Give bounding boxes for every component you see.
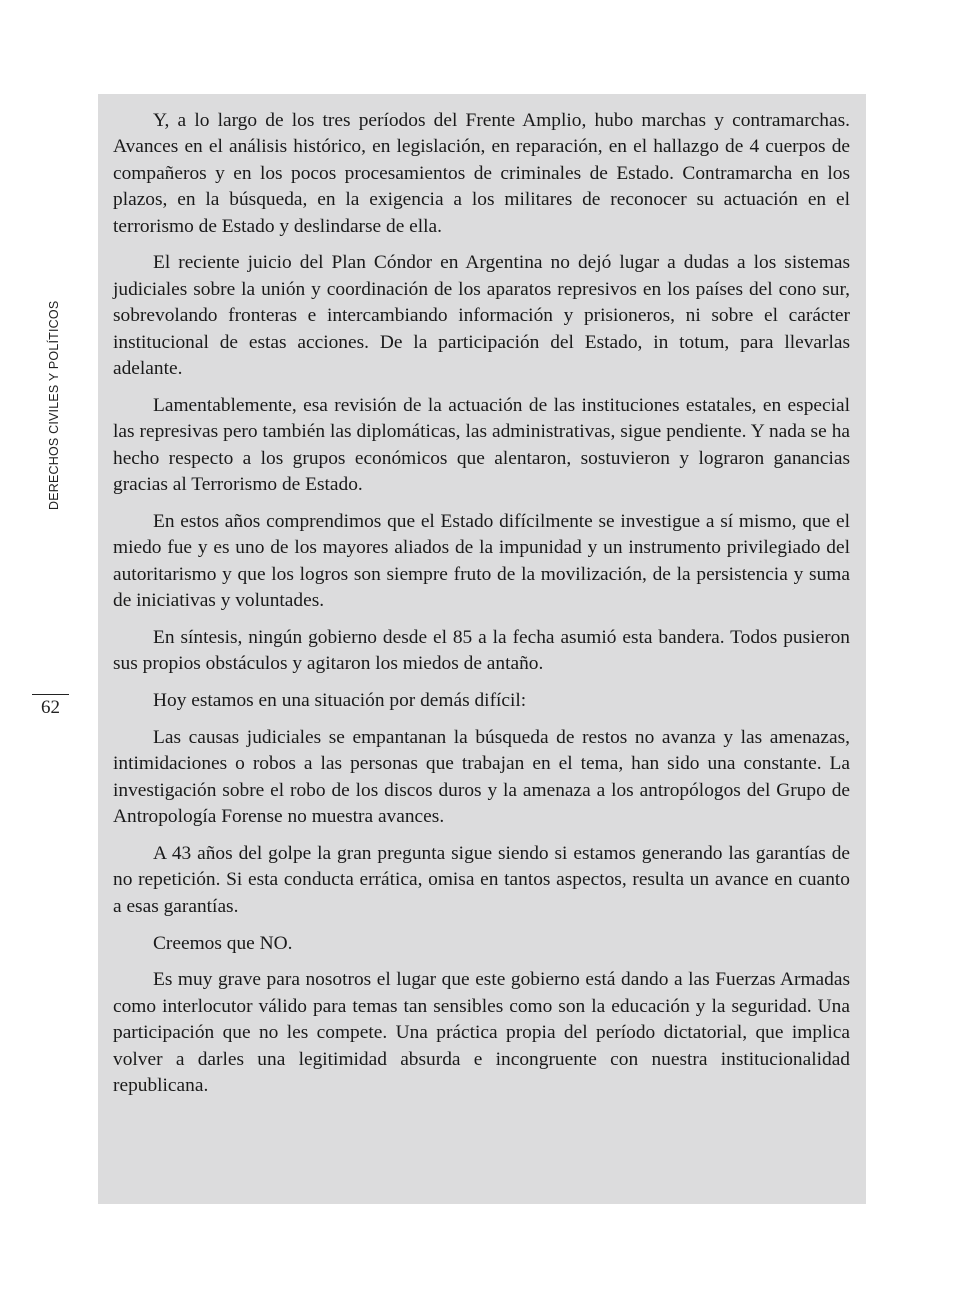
running-section-title: DERECHOS CIVILES Y POLÍTICOS	[47, 300, 61, 510]
page-number: 62	[41, 697, 60, 718]
paragraph: El reciente juicio del Plan Cóndor en Argentina no dejó lugar a dudas a los sistemas judiciales sobre la unión y coordinación de los aparatos represivos en los países del cono sur, sobrevolando fronteras e intercambiando información y prisioneros, ni sobre el carácter institucional de estas acciones. De la participación del Estado, in totum, para llevarlas adelante.	[113, 252, 850, 380]
paragraph: Es muy grave para nosotros el lugar que este gobierno está dando a las Fuerzas Armadas como interlocutor válido para temas tan sensibles como son la educación y la seguridad. Una participación que no les compete. Una práctica propia del período dictatorial, que implica volver a darles una legitimidad absurda e incongruente con nuestra institucionalidad republicana.	[113, 969, 850, 1096]
paragraph: En síntesis, ningún gobierno desde el 85 a la fecha asumió esta bandera. Todos pusieron sus propios obstáculos y agitaron los miedos de antaño.	[113, 626, 850, 675]
paragraph: A 43 años del golpe la gran pregunta sigue siendo si estamos generando las garantías de no repetición. Si esta conducta errática, omisa en tantos aspectos, resulta un avance en cuanto a esas garantías.	[113, 842, 850, 917]
paragraph: Lamentablemente, esa revisión de la actuación de las instituciones estatales, en especial las represivas pero también las diplomáticas, las administrativas, sigue pendiente. Y nada se ha hecho respecto a los grupos económicos que alentaron, sostuvieron y lograron ganancias gracias al Terrorismo de Estado.	[113, 394, 850, 496]
paragraph: Creemos que NO.	[153, 932, 293, 954]
paragraph: Hoy estamos en una situación por demás difícil:	[153, 690, 527, 712]
body-text	[113, 108, 850, 1110]
paragraph: Y, a lo largo de los tres períodos del Frente Amplio, hubo marchas y contramarchas. Avances en el análisis histórico, en legislación, en reparación, en el hallazgo de 4 cuerpos de compañeros y en los pocos procesamientos de criminales de Estado. Contramarcha en los plazos, en la búsqueda, en la exigencia a los militares de reconocer su actuación en el terrorismo de Estado y deslindarse de ella.	[113, 110, 850, 237]
paragraph: En estos años comprendimos que el Estado difícilmente se investigue a sí mismo, que el miedo fue y es uno de los mayores aliados de la impunidad y un instrumento privilegiado del autoritarismo y que los logros son siempre fruto de la movilización, de la persistencia y suma de iniciativas y voluntades.	[113, 510, 850, 612]
page-number-rule	[32, 694, 69, 695]
paragraph: Las causas judiciales se empantanan la búsqueda de restos no avanza y las amenazas, intimidaciones o robos a las personas que trabajan en el tema, han sido una constante. La investigación sobre el robo de los discos duros y la amenaza a los antropólogos del Grupo de Antropología Forense no muestra avances.	[113, 726, 850, 828]
